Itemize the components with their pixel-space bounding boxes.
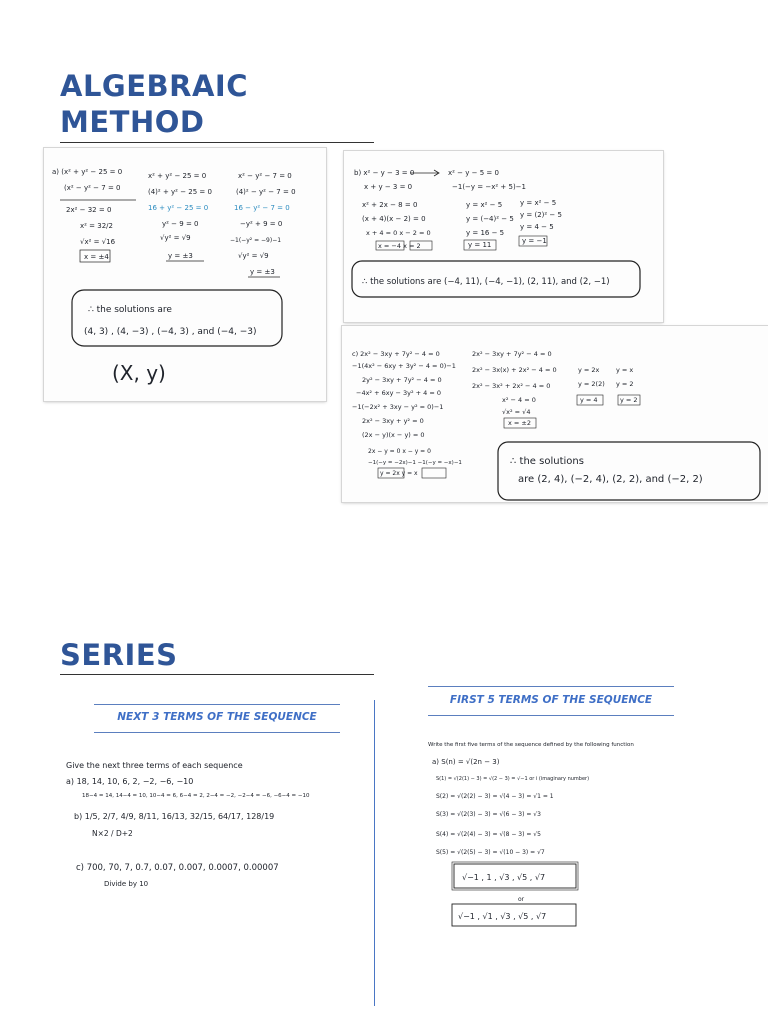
b-col1-line: (x + 4)(x − 2) = 0: [362, 215, 426, 223]
b-col2-line: y = x² − 5: [466, 201, 503, 209]
b-col2-line: y = (−4)² − 5: [466, 215, 514, 223]
series-left-a-line-2: 18−4 = 14, 14−4 = 10, 10−4 = 6, 6−4 = 2, 2−4 = −2, −2−4 = −6, −6−4 = −10: [82, 793, 310, 799]
c-conclusion-line-1: ∴ the solutions: [510, 456, 584, 467]
b-col2-line: y = 16 − 5: [466, 229, 505, 237]
c-col2-line: 2x² − 3x² + 2x² − 4 = 0: [472, 382, 551, 390]
series-right-line: a) S(n) = √(2n − 3): [432, 758, 500, 766]
c-col1-line: −1(−y = −2x)−1 −1(−y = −x)−1: [368, 460, 462, 466]
a-col1-line: a) (x² + y² − 25 = 0: [52, 168, 123, 176]
c-col2-line: x² − 4 = 0: [502, 396, 536, 404]
c-col2-line: x = ±2: [508, 419, 532, 427]
series-right-or: or: [518, 896, 525, 903]
left-title-bottom-rule: [94, 732, 340, 733]
first-terms-worksheet-image: [428, 732, 718, 938]
part-b-worksheet-image: [344, 151, 663, 322]
a-col3-line: −y² + 9 = 0: [240, 220, 283, 228]
c-col1-line: 2y² − 3xy + 7y² − 4 = 0: [362, 376, 442, 384]
a-col3-line: y = ±3: [250, 268, 275, 276]
series-right-line: S(4) = √(2(4) − 3) = √(8 − 3) = √5: [436, 831, 541, 838]
a-col2-line: √y² = √9: [160, 234, 191, 242]
a-col3-line: −1(−y² = −9)−1: [230, 237, 282, 244]
a-col3-line: 16 − y² − 7 = 0: [234, 204, 290, 212]
b-top-left-line: x + y − 3 = 0: [364, 183, 413, 191]
b-conclusion: ∴ the solutions are (−4, 11), (−4, −1), (2, 11), and (2, −1): [362, 277, 610, 287]
b-col3-line: y = −1: [522, 237, 547, 245]
series-right-line: S(2) = √(2(2) − 3) = √(4 − 3) = √1 = 1: [436, 793, 554, 800]
a-col1-line: √x² = √16: [80, 238, 116, 246]
a-col3-line: √y² = √9: [238, 252, 269, 260]
series-left-b-line: b) 1/5, 2/7, 4/9, 8/11, 16/13, 32/15, 64/17, 128/19: [74, 812, 275, 821]
series-left-c-line: c) 700, 70, 7, 0.7, 0.07, 0.007, 0.0007, 0.00007: [76, 863, 279, 873]
a-col2-line: y = ±3: [168, 252, 193, 260]
b-col2-line: y = 11: [468, 241, 492, 249]
a-col2-line: 16 + y² − 25 = 0: [148, 204, 209, 212]
next-terms-handwriting: [60, 752, 360, 898]
left-title-top-rule: [94, 704, 340, 705]
b-top-left-line: b) x² − y − 3 = 0: [354, 169, 415, 177]
series-right-answer-1: √−1 , 1 , √3 , √5 , √7: [462, 873, 546, 882]
series-right-line: S(1) = √(2(1) − 3) = √(2 − 3) = √−1 or i (imaginary number): [436, 776, 590, 782]
a-col1-line: x² = 32/2: [80, 222, 113, 230]
a-note: (X, y): [112, 361, 166, 385]
c-col4-line: y = x: [616, 366, 634, 374]
c-col1-line: 2x² − 3xy + y² = 0: [362, 417, 424, 425]
first-terms-handwriting: [428, 732, 718, 938]
a-col1-line: x = ±4: [84, 253, 109, 261]
b-col3-line: y = (2)² − 5: [520, 211, 562, 219]
b-top-right-line: x² − y − 5 = 0: [448, 169, 499, 177]
next-terms-worksheet-image: [60, 752, 360, 898]
series-left-c-rule: Divide by 10: [104, 880, 149, 888]
part-a-handwriting: [44, 148, 326, 401]
b-top-right-line: −1(−y = −x² + 5)−1: [452, 183, 527, 191]
next-3-terms-title: NEXT 3 TERMS OF THE SEQUENCE: [117, 711, 317, 723]
heading-underline: [60, 142, 374, 143]
series-right-instruction: Write the first five terms of the sequence defined by the following function: [428, 742, 634, 748]
a-col2-line: x² + y² − 25 = 0: [148, 172, 207, 180]
part-c-worksheet-image: [342, 326, 768, 502]
b-col3-line: y = x² − 5: [520, 199, 557, 207]
a-col3-line: x² − y² − 7 = 0: [238, 172, 292, 180]
heading-line-2: METHOD: [60, 105, 205, 139]
series-left-b-rule: N×2 / D+2: [92, 829, 133, 838]
part-a-worksheet-image: [44, 148, 326, 401]
right-title-bottom-rule: [428, 715, 674, 716]
a-col2-line: y² − 9 = 0: [162, 220, 199, 228]
series-left-instruction: Give the next three terms of each sequence: [66, 761, 243, 770]
c-col2-line: 2x² − 3x(x) + 2x² − 4 = 0: [472, 366, 557, 374]
part-b-handwriting: [344, 151, 663, 322]
c-col4-line: y = 2: [616, 380, 634, 388]
series-right-line: S(5) = √(2(5) − 3) = √(10 − 3) = √7: [436, 849, 545, 856]
part-c-handwriting: [342, 326, 768, 502]
c-col3-line: y = 4: [580, 396, 598, 404]
c-col1-line: (2x − y)(x − y) = 0: [362, 431, 425, 439]
c-col1-line: 2x − y = 0 x − y = 0: [368, 448, 431, 455]
b-col3-line: y = 4 − 5: [520, 223, 554, 231]
a-col2-line: (4)² + y² − 25 = 0: [148, 188, 212, 196]
c-col1-line: y = 2x y = x: [380, 470, 418, 477]
heading-line-1: ALGEBRAIC: [60, 69, 248, 103]
a-col3-line: (4)² − y² − 7 = 0: [236, 188, 296, 196]
a-conclusion-line-2: (4, 3) , (4, −3) , (−4, 3) , and (−4, −3): [84, 327, 257, 337]
algebraic-method-heading: [60, 68, 248, 140]
c-conclusion-line-2: are (2, 4), (−2, 4), (2, 2), and (−2, 2): [518, 474, 703, 485]
c-col3-line: y = 2x: [578, 366, 600, 374]
first-5-terms-title: FIRST 5 TERMS OF THE SEQUENCE: [449, 694, 653, 706]
column-divider: [374, 700, 375, 1006]
series-left-a-line-1: a) 18, 14, 10, 6, 2, −2, −6, −10: [66, 777, 194, 786]
a-conclusion-line-1: ∴ the solutions are: [88, 305, 172, 315]
b-col1-line: x² + 2x − 8 = 0: [362, 201, 418, 209]
a-col1-line: 2x² − 32 = 0: [66, 206, 112, 214]
b-col1-line: x + 4 = 0 x − 2 = 0: [366, 229, 431, 237]
c-col2-line: √x² = √4: [502, 408, 531, 416]
c-col3-line: y = 2(2): [578, 380, 605, 388]
c-col1-line: −4x² + 6xy − 3y² + 4 = 0: [356, 389, 442, 397]
right-title-top-rule: [428, 686, 674, 687]
c-col1-line: −1(4x² − 6xy + 3y² − 4 = 0)−1: [352, 362, 456, 370]
a-col1-line: (x² − y² − 7 = 0: [64, 184, 121, 192]
series-heading-underline: [60, 674, 374, 675]
series-heading: SERIES: [60, 638, 178, 672]
c-col4-line: y = 2: [620, 396, 638, 404]
c-col2-line: 2x² − 3xy + 7y² − 4 = 0: [472, 350, 552, 358]
c-col1-line: c) 2x² − 3xy + 7y² − 4 = 0: [352, 350, 440, 358]
series-right-line: S(3) = √(2(3) − 3) = √(6 − 3) = √3: [436, 811, 541, 818]
series-right-answer-2: √−1 , √1 , √3 , √5 , √7: [458, 912, 547, 921]
c-col1-line: −1(−2x² + 3xy − y² = 0)−1: [352, 403, 444, 411]
b-col1-line: x = −4 x = 2: [378, 242, 421, 250]
